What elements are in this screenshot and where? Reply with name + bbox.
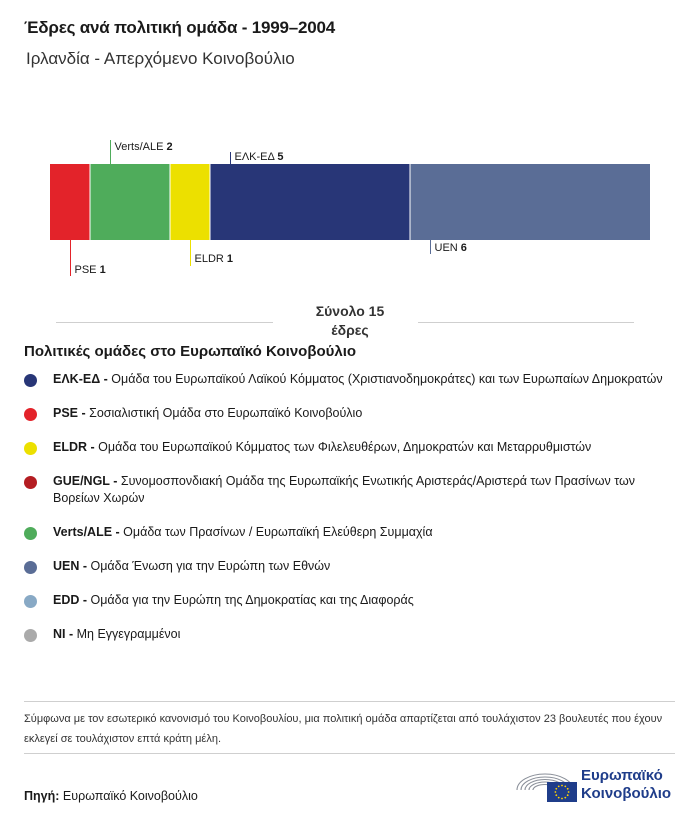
legend-description: Ομάδα του Ευρωπαϊκού Κόμματος των Φιλελευθέρων, Δημοκρατών και Μεταρρυθμιστών bbox=[98, 440, 592, 454]
note-divider-top bbox=[24, 701, 675, 702]
legend-item bbox=[24, 405, 674, 422]
bar-label: ELDR 1 bbox=[194, 253, 234, 265]
legend-abbr: EDD - bbox=[53, 593, 91, 607]
page-title: Έδρες ανά πολιτική ομάδα - 1999–2004 bbox=[24, 18, 336, 37]
european-parliament-logo bbox=[513, 764, 683, 806]
legend-description: Ομάδα για την Ευρώπη της Δημοκρατίας και της Διαφοράς bbox=[90, 593, 414, 607]
total-divider-left bbox=[56, 322, 273, 323]
bar-label: Verts/ALE 2 bbox=[114, 141, 173, 153]
bar-label: PSE 1 bbox=[74, 264, 106, 276]
legend-description: Ομάδα του Ευρωπαϊκού Λαϊκού Κόμματος (Χριστιανοδημοκράτες) και των Ευρωπαίων Δημοκρατών bbox=[111, 372, 663, 386]
legend-description: Συνομοσπονδιακή Ομάδα της Ευρωπαϊκής Ενωτικής Αριστεράς/Αριστερά των Πρασίνων των Βορείων Χωρών bbox=[53, 474, 636, 505]
legend-text bbox=[53, 558, 674, 575]
bar-segment-uen bbox=[410, 164, 650, 240]
legend-text bbox=[53, 524, 674, 541]
legend-text bbox=[53, 405, 674, 422]
page-subtitle: Ιρλανδία - Απερχόμενο Κοινοβούλιο bbox=[26, 49, 295, 68]
bar-segment-verts-ale bbox=[90, 164, 170, 240]
legend-abbr: NI - bbox=[53, 627, 77, 641]
legend-description: Ομάδα των Πρασίνων / Ευρωπαϊκή Ελεύθερη Συμμαχία bbox=[123, 525, 433, 539]
bar-segment-eldr bbox=[170, 164, 210, 240]
legend-color-dot bbox=[24, 527, 37, 540]
bar-segment-pse bbox=[50, 164, 90, 240]
legend-color-dot bbox=[24, 561, 37, 574]
legend-description: Ομάδα Ένωση για την Ευρώπη των Εθνών bbox=[90, 559, 331, 573]
total-divider-right bbox=[418, 322, 634, 323]
legend-text bbox=[53, 592, 674, 609]
legend-color-dot bbox=[24, 374, 37, 387]
legend-color-dot bbox=[24, 408, 37, 421]
source-value: Ευρωπαϊκό Κοινοβούλιο bbox=[62, 789, 198, 803]
legend-text bbox=[53, 473, 674, 507]
note-divider-bottom bbox=[24, 753, 675, 754]
logo-line-2: Κοινοβούλιο bbox=[581, 785, 672, 802]
legend-abbr: Verts/ALE - bbox=[53, 525, 124, 539]
legend-item bbox=[24, 371, 674, 388]
legend-item bbox=[24, 558, 674, 575]
legend-item bbox=[24, 592, 674, 609]
total-seats-value: Σύνολο 15 bbox=[315, 303, 385, 319]
legend-item bbox=[24, 473, 674, 507]
legend-color-dot bbox=[24, 629, 37, 642]
legend-color-dot bbox=[24, 476, 37, 489]
legend-item bbox=[24, 626, 674, 643]
legend-text bbox=[53, 439, 674, 456]
legend-item bbox=[24, 439, 674, 456]
bar-label: ΕΛΚ-ΕΔ 5 bbox=[234, 151, 284, 163]
source bbox=[24, 789, 198, 803]
seats-chart bbox=[0, 0, 700, 300]
legend-item bbox=[24, 524, 674, 541]
legend-title: Πολιτικές ομάδες στο Ευρωπαϊκό Κοινοβούλιο bbox=[24, 343, 357, 360]
legend-description: Σοσιαλιστική Ομάδα στο Ευρωπαϊκό Κοινοβούλιο bbox=[89, 406, 363, 420]
legend-abbr: GUE/NGL - bbox=[53, 474, 121, 488]
total-seats bbox=[300, 302, 400, 340]
legend-abbr: PSE - bbox=[53, 406, 90, 420]
legend-text bbox=[53, 371, 674, 388]
legend-color-dot bbox=[24, 442, 37, 455]
logo-text bbox=[581, 767, 671, 803]
legend-description: Μη Εγγεγραμμένοι bbox=[76, 627, 181, 641]
membership-note: Σύμφωνα με τον εσωτερικό κανονισμό του Κοινοβουλίου, μια πολιτική ομάδα απαρτίζεται από τουλάχιστον 23 βουλευτές που έχουν εκλεγεί σε τουλάχιστον επτά κράτη μέλη. bbox=[24, 713, 663, 745]
source-label: Πηγή: bbox=[24, 789, 60, 803]
bar-label: UEN 6 bbox=[434, 242, 467, 254]
legend-abbr: UEN - bbox=[53, 559, 91, 573]
legend-text bbox=[53, 626, 674, 643]
legend bbox=[24, 371, 674, 660]
legend-abbr: ΕΛΚ-ΕΔ - bbox=[53, 372, 112, 386]
logo-line-1: Ευρωπαϊκό bbox=[581, 767, 663, 784]
parliament-hemicycle-icon bbox=[513, 764, 577, 804]
legend-color-dot bbox=[24, 595, 37, 608]
total-seats-unit: έδρες bbox=[331, 322, 369, 338]
legend-abbr: ELDR - bbox=[53, 440, 99, 454]
bar-segment-ελκ-εδ bbox=[210, 164, 410, 240]
